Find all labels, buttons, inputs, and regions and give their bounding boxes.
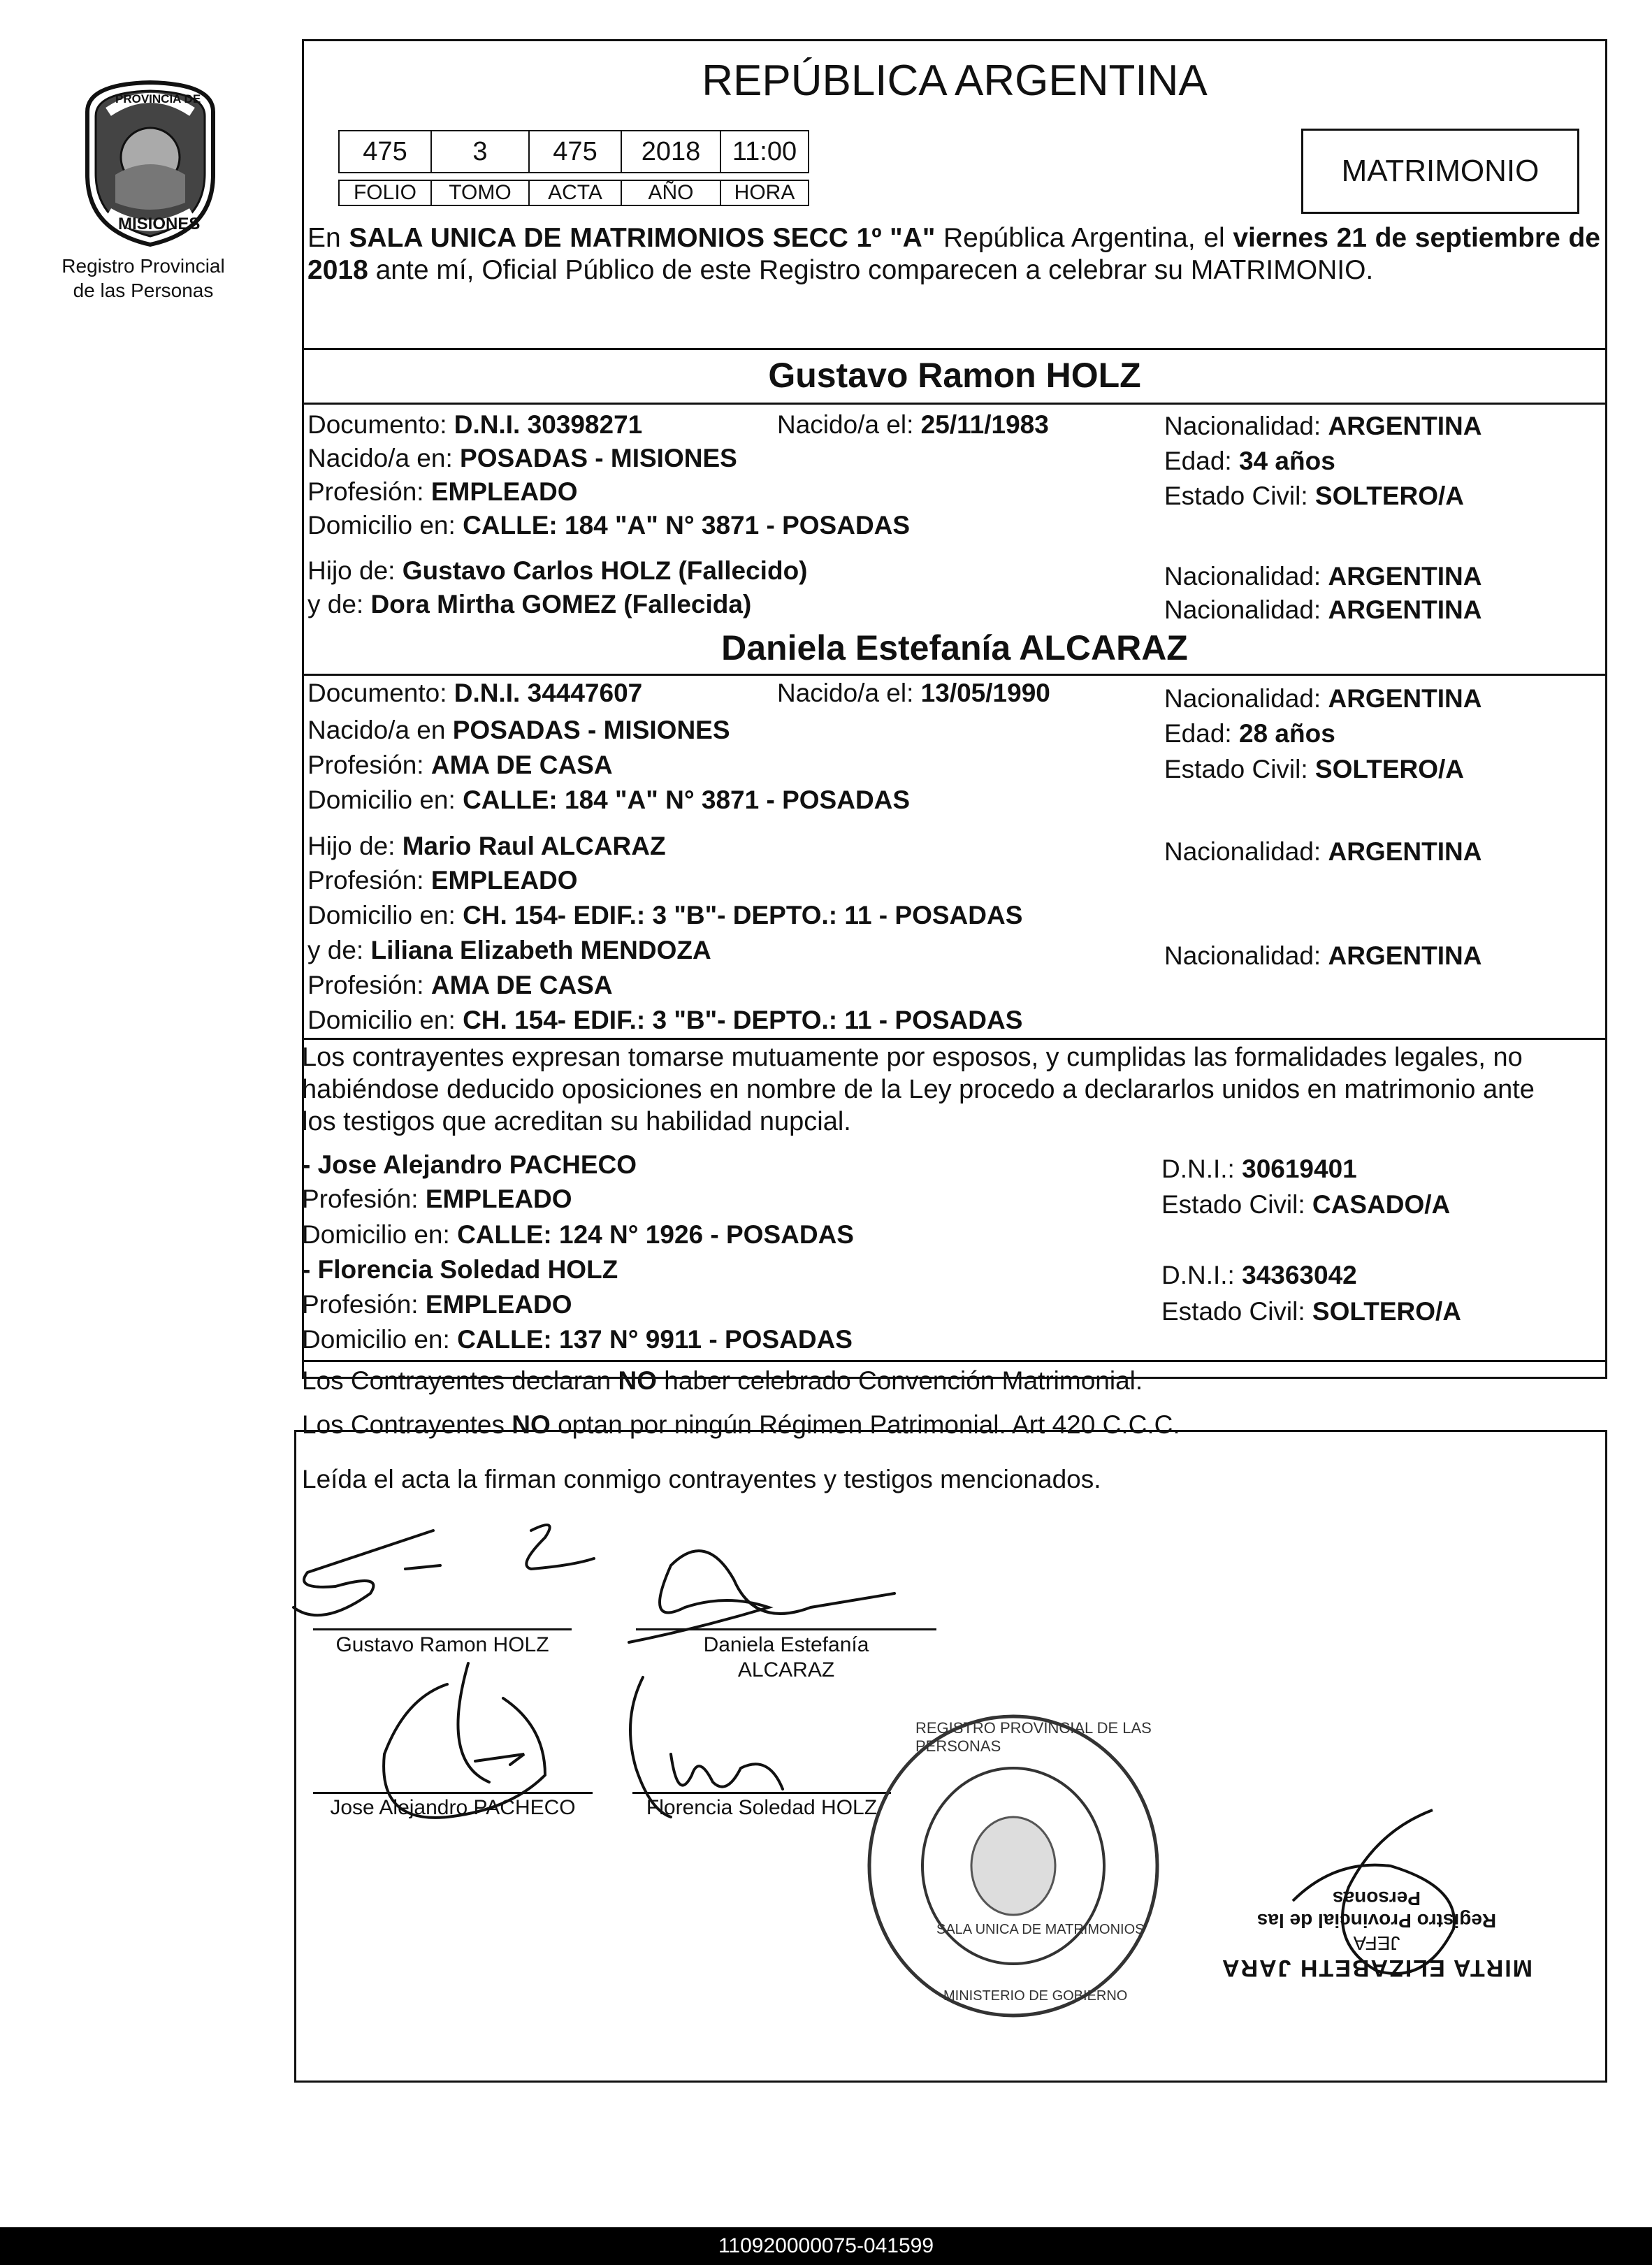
- value: EMPLEADO: [425, 1185, 572, 1213]
- folio-value: 475: [338, 130, 432, 173]
- value: Gustavo Carlos HOLZ (Fallecido): [402, 556, 808, 585]
- text: haber celebrado Convención Matrimonial.: [657, 1366, 1143, 1395]
- value: CALLE: 124 N° 1926 - POSADAS: [457, 1220, 854, 1249]
- label: Nacionalidad:: [1164, 412, 1328, 440]
- spouse1-mother: [307, 588, 751, 621]
- value: D.N.I. 30398271: [454, 410, 643, 439]
- label: Nacido/a en: [307, 716, 453, 744]
- folio-label: FOLIO: [338, 180, 432, 206]
- value: ARGENTINA: [1328, 412, 1482, 440]
- spouse1-profession: [307, 475, 578, 509]
- text: optan por ningún Régimen Patrimonial. Art 420 C.C.C.: [550, 1410, 1180, 1439]
- official-stamp: [1216, 1887, 1537, 1981]
- spouse1-civil-status: [1164, 479, 1464, 513]
- label: Nacido/a el:: [777, 410, 921, 439]
- witness1-profession: [302, 1182, 572, 1216]
- seal-outer-text: REGISTRO PROVINCIAL DE LAS PERSONAS: [915, 1719, 1152, 1755]
- witness1-address: [302, 1218, 854, 1252]
- intro-paragraph: [307, 222, 1600, 287]
- witness1-name: [302, 1148, 637, 1182]
- divider: [302, 1360, 1607, 1362]
- registry-seal: [860, 1705, 1167, 2027]
- label: Hijo de:: [307, 556, 403, 585]
- label: D.N.I.:: [1161, 1155, 1242, 1183]
- official-stamp-line: MIRTA ELIZABETH JARA: [1220, 1955, 1533, 1981]
- value: 30619401: [1242, 1155, 1357, 1183]
- spouse2-nationality: [1164, 682, 1481, 716]
- footer-bar: [0, 2227, 1652, 2265]
- signature-label-witness1: Jose Alejandro PACHECO: [330, 1796, 576, 1819]
- acta-value: 475: [528, 130, 622, 173]
- witness2-civil-status: [1161, 1295, 1461, 1329]
- label: Edad:: [1164, 447, 1239, 475]
- declaration-line: Los contrayentes expresan tomarse mutuamente por esposos, y cumplidas las formalidades legales, no: [302, 1043, 1523, 1072]
- label: y de:: [307, 936, 371, 964]
- label: Profesión:: [307, 751, 431, 779]
- spouse2-age: [1164, 717, 1335, 751]
- value: ARGENTINA: [1328, 941, 1482, 970]
- divider: [302, 1038, 1607, 1040]
- spouse2-birthdate: [777, 676, 1050, 710]
- label: Estado Civil:: [1161, 1190, 1312, 1219]
- label: Profesión:: [307, 477, 431, 506]
- value: SOLTERO/A: [1314, 755, 1465, 783]
- spouse2-civil-status: [1164, 753, 1464, 786]
- value: CALLE: 137 N° 9911 - POSADAS: [457, 1325, 853, 1354]
- doc-type-box: [1301, 129, 1579, 214]
- signature-spouse1: [294, 1525, 594, 1615]
- label: Estado Civil:: [1164, 755, 1315, 783]
- label: Domicilio en:: [307, 786, 463, 814]
- spouse2-name: Daniela Estefanía ALCARAZ: [721, 628, 1188, 667]
- value: AMA DE CASA: [430, 751, 613, 779]
- text: Los Contrayentes: [302, 1410, 512, 1439]
- spouse2-mother-nationality: [1164, 939, 1481, 973]
- label: Profesión:: [302, 1185, 426, 1213]
- value: - Jose Alejandro PACHECO: [302, 1150, 637, 1179]
- label: Domicilio en:: [307, 901, 463, 929]
- intro-text: República Argentina, el: [935, 223, 1233, 253]
- value: SOLTERO/A: [1312, 1297, 1462, 1326]
- hora-label: HORA: [720, 180, 809, 206]
- registry-name-line1: Registro Provincial: [61, 255, 225, 277]
- regime-line1: [302, 1364, 1143, 1398]
- label: Documento:: [307, 410, 454, 439]
- declaration-line: los testigos que acreditan su habilidad nupcial.: [302, 1107, 851, 1136]
- witness2-name: [302, 1253, 618, 1287]
- witness1-civil-status: [1161, 1188, 1450, 1222]
- value: EMPLEADO: [425, 1290, 572, 1319]
- tomo-label: TOMO: [430, 180, 530, 206]
- value: 13/05/1990: [920, 679, 1050, 707]
- value: 34 años: [1238, 447, 1335, 475]
- value: ARGENTINA: [1328, 684, 1482, 713]
- label: Nacionalidad:: [1164, 684, 1328, 713]
- spouse2-address: [307, 783, 910, 817]
- ano-label: AÑO: [621, 180, 721, 206]
- value: ARGENTINA: [1328, 837, 1482, 866]
- label: Nacionalidad:: [1164, 941, 1328, 970]
- text: Los Contrayentes declaran: [302, 1366, 618, 1395]
- value: EMPLEADO: [430, 866, 578, 895]
- intro-place: SALA UNICA DE MATRIMONIOS SECC 1º "A": [349, 223, 936, 253]
- label: Domicilio en:: [307, 511, 463, 540]
- label: Profesión:: [302, 1290, 426, 1319]
- label: Documento:: [307, 679, 454, 707]
- spouse1-age: [1164, 444, 1335, 478]
- seal-inner-text: SALA UNICA DE MATRIMONIOS: [936, 1922, 1145, 1937]
- label: y de:: [307, 590, 371, 618]
- footer-code: 110920000075-041599: [718, 2234, 934, 2257]
- witness2-address: [302, 1323, 853, 1356]
- witness1-dni: [1161, 1152, 1357, 1186]
- intro-text: ante mí, Oficial Público de este Registro comparecen a celebrar su: [368, 255, 1183, 285]
- spouse2-mother-profession: [307, 969, 613, 1002]
- label: Domicilio en:: [302, 1220, 458, 1249]
- value: ARGENTINA: [1328, 595, 1482, 624]
- witness2-profession: [302, 1288, 572, 1322]
- spouse2-profession: [307, 748, 613, 782]
- spouse2-birthplace: [307, 714, 730, 747]
- declaration-line: habiéndose deducido oposiciones en nombre de la Ley procedo a declararlos unidos en matrimonio ante: [302, 1075, 1535, 1104]
- spouse2-father-profession: [307, 864, 578, 897]
- spouse1-address: [307, 509, 910, 542]
- spouse1-name: Gustavo Ramon HOLZ: [768, 356, 1141, 395]
- label: Nacionalidad:: [1164, 595, 1328, 624]
- label: Hijo de:: [307, 832, 403, 860]
- signature-label-spouse2a: Daniela Estefanía: [703, 1633, 869, 1656]
- spouse1-father: [307, 554, 808, 588]
- spouse1-mother-nationality: [1164, 593, 1481, 627]
- value: SOLTERO/A: [1314, 482, 1465, 510]
- signature-spouse2: [629, 1551, 894, 1642]
- value: 34363042: [1242, 1261, 1357, 1289]
- spouse2-father-address: [307, 899, 1022, 932]
- value: POSADAS - MISIONES: [460, 444, 737, 472]
- spouse2-mother: [307, 934, 711, 967]
- seal-bottom-text: MINISTERIO DE GOBIERNO: [943, 1988, 1128, 2004]
- label: Estado Civil:: [1161, 1297, 1312, 1326]
- intro-date: septiembre de 2018: [307, 223, 1601, 285]
- divider: [302, 348, 1607, 350]
- label: D.N.I.:: [1161, 1261, 1242, 1289]
- value: CASADO/A: [1312, 1190, 1451, 1219]
- acta-label: ACTA: [528, 180, 622, 206]
- intro-text: En: [307, 223, 349, 253]
- witness2-dni: [1161, 1259, 1357, 1292]
- label: Nacido/a el:: [777, 679, 921, 707]
- spouse1-birthdate: [777, 408, 1049, 442]
- spouse2-father: [307, 830, 666, 863]
- label: Domicilio en:: [307, 1006, 463, 1034]
- closing-text: Leída el acta la firman conmigo contrayentes y testigos mencionados.: [302, 1465, 1101, 1493]
- value: AMA DE CASA: [430, 971, 613, 999]
- value: Mario Raul ALCARAZ: [402, 832, 666, 860]
- label: Domicilio en:: [302, 1325, 458, 1354]
- intro-date: viernes 21 de: [1233, 223, 1407, 253]
- official-stamp-line: JEFA: [1353, 1932, 1400, 1954]
- label: Nacionalidad:: [1164, 837, 1328, 866]
- registry-emblem: [66, 70, 234, 252]
- label: Profesión:: [307, 971, 431, 999]
- label: Estado Civil:: [1164, 482, 1315, 510]
- value: - Florencia Soledad HOLZ: [302, 1255, 618, 1284]
- signature-label-spouse1: Gustavo Ramon HOLZ: [335, 1633, 549, 1656]
- emphasis: NO: [618, 1366, 657, 1395]
- spouse1-nationality: [1164, 410, 1481, 443]
- value: 28 años: [1238, 719, 1335, 748]
- value: CH. 154- EDIF.: 3 "B"- DEPTO.: 11 - POSADAS: [463, 901, 1023, 929]
- signature-label-spouse2b: ALCARAZ: [737, 1658, 835, 1681]
- page-title: REPÚBLICA ARGENTINA: [702, 57, 1208, 105]
- signature-witness1: [384, 1663, 545, 1818]
- doc-type: MATRIMONIO: [1341, 154, 1539, 188]
- registry-name-line2: de las Personas: [73, 280, 214, 301]
- intro-text: MATRIMONIO.: [1190, 255, 1374, 285]
- spouse1-birthplace: [307, 442, 737, 475]
- value: POSADAS - MISIONES: [452, 716, 730, 744]
- label: Edad:: [1164, 719, 1239, 748]
- spouse1-document: [307, 408, 642, 442]
- value: D.N.I. 34447607: [454, 679, 643, 707]
- divider: [302, 403, 1607, 405]
- spouse2-document: [307, 676, 642, 710]
- value: ARGENTINA: [1328, 562, 1482, 591]
- label: Profesión:: [307, 866, 431, 895]
- ano-value: 2018: [621, 130, 721, 173]
- spouse2-mother-address: [307, 1004, 1022, 1037]
- tomo-value: 3: [430, 130, 530, 173]
- spouse2-father-nationality: [1164, 835, 1481, 869]
- emblem-text-bottom: MISIONES: [118, 215, 201, 233]
- divider: [302, 674, 1607, 676]
- value: CALLE: 184 "A" N° 3871 - POSADAS: [463, 511, 911, 540]
- spouse1-father-nationality: [1164, 560, 1481, 593]
- value: CH. 154- EDIF.: 3 "B"- DEPTO.: 11 - POSADAS: [463, 1006, 1023, 1034]
- value: Dora Mirtha GOMEZ (Fallecida): [370, 590, 752, 618]
- declaration-paragraph: [302, 1041, 1604, 1138]
- emblem-text-top: PROVINCIA DE: [115, 92, 201, 106]
- official-stamp-line: Registro Provincial de las Personas: [1256, 1888, 1497, 1932]
- signature-label-witness2: Florencia Soledad HOLZ: [646, 1796, 878, 1819]
- value: CALLE: 184 "A" N° 3871 - POSADAS: [463, 786, 911, 814]
- signature-witness2: [630, 1677, 783, 1817]
- value: 25/11/1983: [920, 410, 1049, 439]
- emphasis: NO: [512, 1410, 551, 1439]
- hora-value: 11:00: [720, 130, 809, 173]
- value: Liliana Elizabeth MENDOZA: [370, 936, 711, 964]
- label: Nacido/a en:: [307, 444, 461, 472]
- label: Nacionalidad:: [1164, 562, 1328, 591]
- value: EMPLEADO: [430, 477, 578, 506]
